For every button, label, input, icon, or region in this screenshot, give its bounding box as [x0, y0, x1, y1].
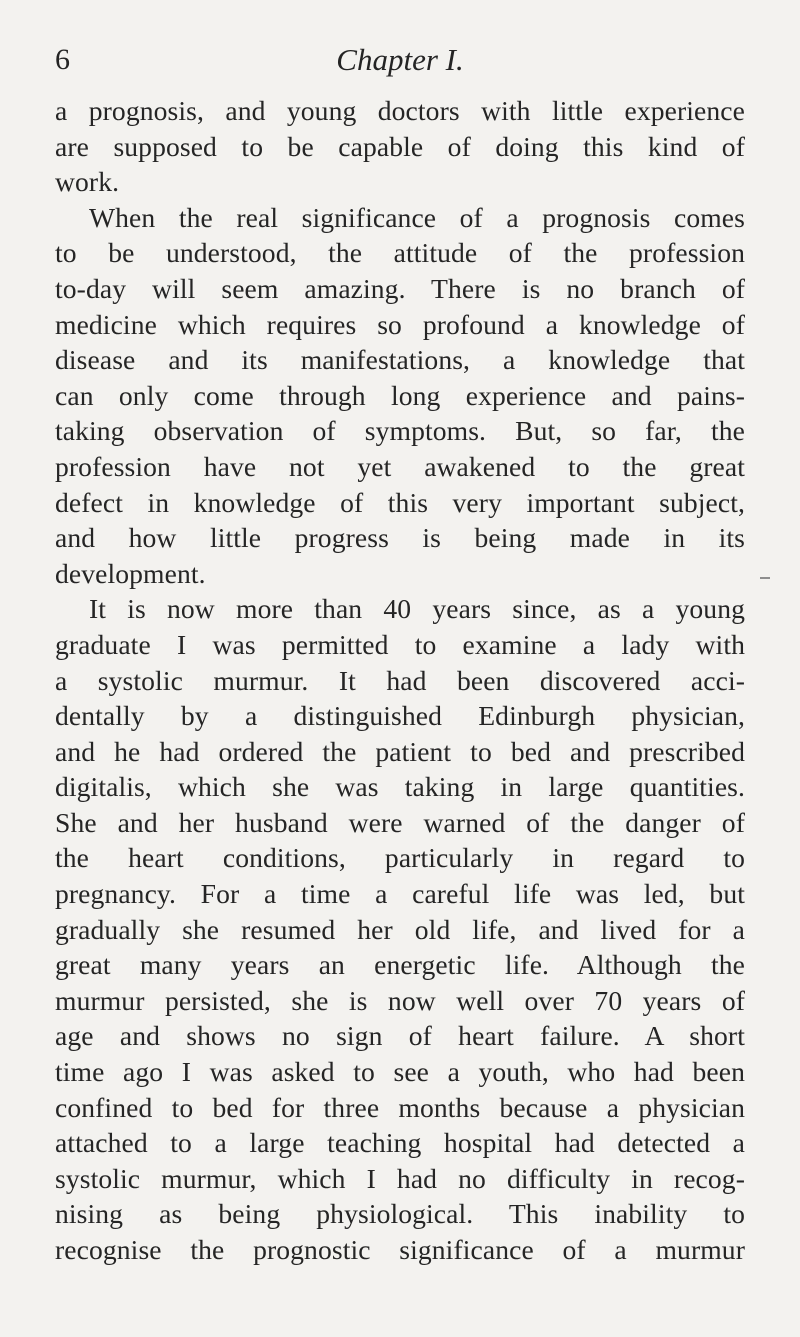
text-line: to be understood, the attitude of the profession — [55, 237, 745, 269]
text-line: systolic murmur, which I had no difficulty in recog- — [55, 1162, 745, 1194]
text-line: digitalis, which she was taking in large quantities. — [55, 771, 745, 803]
body-text — [55, 93, 745, 1268]
text-line: profession have not yet awakened to the great — [55, 450, 745, 482]
text-line: nising as being physiological. This inability to — [55, 1198, 745, 1230]
margin-mark — [760, 577, 770, 579]
text-line: and how little progress is being made in its — [55, 522, 745, 554]
text-line: disease and its manifestations, a knowledge that — [55, 344, 745, 376]
text-line: a prognosis, and young doctors with little experience — [55, 95, 745, 126]
text-line: medicine which requires so profound a knowledge of — [55, 308, 745, 340]
page-header — [55, 40, 745, 84]
text-line: work. — [55, 166, 120, 198]
text-line: to-day will seem amazing. There is no branch of — [55, 272, 745, 304]
text-line: are supposed to be capable of doing this kind of — [55, 130, 745, 162]
text-line: gradually she resumed her old life, and lived for a — [55, 913, 745, 945]
page-number: 6 — [55, 43, 70, 76]
text-line: recognise the prognostic significance of a murmur — [55, 1234, 745, 1265]
text-line: can only come through long experience and pains- — [55, 379, 745, 411]
text-line: murmur persisted, she is now well over 70 years of — [55, 984, 745, 1016]
text-line: It is now more than 40 years since, as a young — [89, 593, 745, 625]
text-line: When the real significance of a prognosis comes — [89, 201, 745, 233]
running-head: Chapter I. — [336, 42, 464, 77]
text-line: attached to a large teaching hospital had detected a — [55, 1127, 745, 1159]
text-line: development. — [55, 557, 206, 589]
text-line: great many years an energetic life. Although the — [55, 949, 745, 981]
text-line: dentally by a distinguished Edinburgh physician, — [55, 700, 745, 732]
text-line: time ago I was asked to see a youth, who had been — [55, 1056, 745, 1088]
text-line: age and shows no sign of heart failure. A short — [55, 1020, 745, 1052]
text-line: pregnancy. For a time a careful life was led, but — [55, 878, 745, 910]
text-line: defect in knowledge of this very important subject, — [55, 486, 745, 518]
text-line: confined to bed for three months because a physician — [55, 1091, 745, 1123]
text-line: a systolic murmur. It had been discovered acci- — [55, 664, 745, 696]
text-line: the heart conditions, particularly in regard to — [55, 842, 745, 874]
text-line: She and her husband were warned of the danger of — [55, 806, 745, 838]
text-line: graduate I was permitted to examine a lady with — [55, 628, 745, 660]
text-line: and he had ordered the patient to bed and prescribed — [55, 735, 745, 767]
text-line: taking observation of symptoms. But, so far, the — [55, 415, 745, 447]
